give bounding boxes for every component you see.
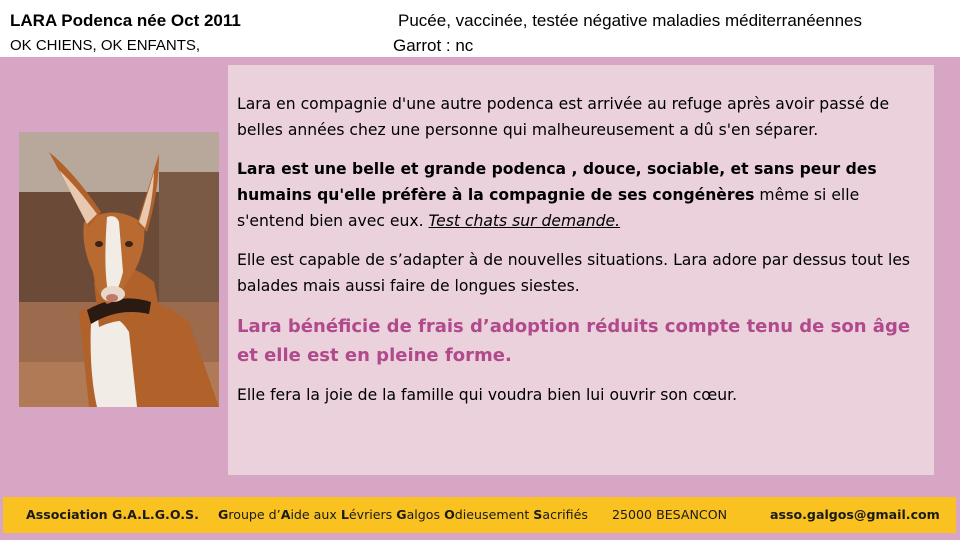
temperament-bold-text: Lara est une belle et grande podenca , douce, sociable, et sans peur des humains qu'elle préfère à la compagnie de ses congénères [237,160,877,204]
dog-title: LARA Podenca née Oct 2011 [10,11,241,30]
description-panel [228,65,934,475]
garrot-text: Garrot : nc [393,36,474,55]
association-name: Association G.A.L.G.O.S. [26,507,199,522]
health-status-text: Pucée, vaccinée, testée négative maladies méditerranéennes [398,11,863,30]
reduced-fee-highlight: Lara bénéficie de frais d’adoption réduits compte tenu de son âge et elle est en pleine forme. [237,316,911,366]
contact-email[interactable]: asso.galgos@gmail.com [770,507,940,522]
temperament-rest-text: même si elle s'entend bien avec eux. [237,186,860,230]
habits-paragraph: Elle est capable de s’adapter à de nouvelles situations. Lara adore par dessus tout les balades mais aussi faire de longues siestes. [237,251,911,295]
compatibility-text: OK CHIENS, OK ENFANTS, [10,37,201,54]
closing-paragraph: Elle fera la joie de la famille qui voudra bien lui ouvrir son cœur. [237,386,738,404]
association-full-name: Groupe d’Aide aux Lévriers Galgos Odieusement Sacrifiés [218,507,588,522]
intro-paragraph: Lara en compagnie d'une autre podenca est arrivée au refuge après avoir passé de belles années chez une personne qui malheureusement a dû s'en séparer. [237,95,890,139]
header [0,0,960,57]
cat-test-link[interactable]: Test chats sur demande. [428,212,621,230]
footer-banner [3,497,956,533]
city-text: 25000 BESANCON [612,507,728,522]
dog-photo [19,132,219,407]
temperament-paragraph [237,156,924,234]
